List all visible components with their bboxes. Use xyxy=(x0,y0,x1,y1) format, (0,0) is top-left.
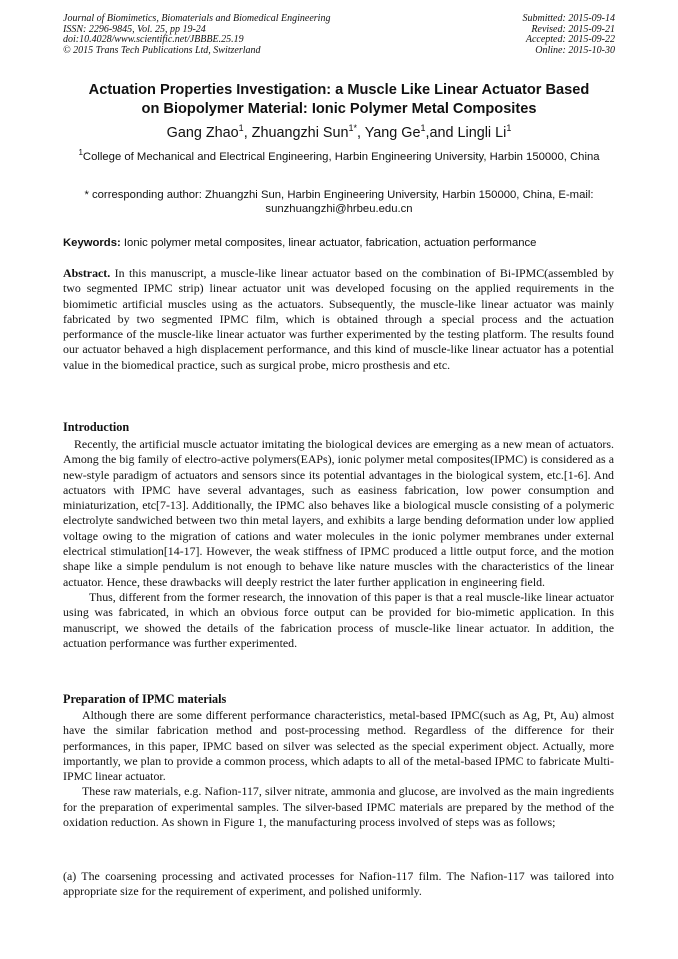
introduction-body xyxy=(63,437,614,651)
author-list xyxy=(50,124,628,142)
author-1: Gang Zhao xyxy=(166,125,239,141)
author-3: , Yang Ge xyxy=(357,125,421,141)
intro-paragraph-2: Thus, different from the former research, the innovation of this paper is that a real muscle-like linear actuator using was fabricated, in which an obvious force output can be provided for bio-mimetic application. In this manuscript, we showed the details of the fabrication process of muscle-like linear actuator. In addition, the actuation performance was further experimented. xyxy=(63,589,614,650)
introduction-heading: Introduction xyxy=(63,420,130,434)
submitted-date: Submitted: 2015-09-14 xyxy=(522,13,615,24)
revised-date: Revised: 2015-09-21 xyxy=(531,23,615,35)
publication-dates xyxy=(415,14,615,56)
abstract xyxy=(63,266,614,373)
author-2-affil: 1* xyxy=(348,123,358,133)
author-4: ,and Lingli Li xyxy=(425,125,507,141)
author-3-affil: 1 xyxy=(420,123,426,133)
preparation-heading: Preparation of IPMC materials xyxy=(63,692,227,706)
keywords-label: Keywords: xyxy=(63,237,121,249)
affiliation xyxy=(63,150,615,164)
title-line-2: on Biopolymer Material: Ionic Polymer Metal Composites xyxy=(141,100,537,117)
corresponding-author: * corresponding author: Zhuangzhi Sun, Harbin Engineering University, Harbin 150000, China, E-mail: sunzhuangzhi@hrbeu.edu.cn xyxy=(84,189,594,216)
paper-title xyxy=(50,81,628,119)
intro-paragraph-1: Recently, the artificial muscle actuator imitating the biological devices are emerging as a new mean of actuators. Among the big family of electro-active polymers(EAPs), ionic polymer metal composites(IPMC) is considered as a new-style paradigm of actuators and sensors since its potential advantages in the biological system, etc.[1-6]. And actuators with IPMC have several advantages, such as easiness fabrication, low power consumption and miniaturization, etc[7-13]. Additionally, the IPMC also behaves like a biological muscle consisting of a polymeric electrolyte sandwiched between two thin metal layers, and exhibits a large bending deformation under low applied voltage owing to the migration of cations and water molecules in the ionic polymer membranes under external electrical stimulation[14-17]. However, the weak stiffness of IPMC produced a little output force, and the motion shape like a simple pendulum is not enough to behave like nature muscles with the characteristics of the linear actuator. Hence, these drawbacks will deeply restrict the later further application in engineering field. xyxy=(63,437,614,589)
author-2: , Zhuangzhi Sun xyxy=(243,125,349,141)
affiliation-marker: 1 xyxy=(78,148,83,157)
author-4-affil: 1 xyxy=(506,123,512,133)
journal-name: Journal of Biomimetics, Biomaterials and Biomedical Engineering xyxy=(63,13,331,24)
affiliation-text: College of Mechanical and Electrical Engineering, Harbin Engineering University, Harbin 150000, China xyxy=(82,151,600,163)
keywords-text: Ionic polymer metal composites, linear actuator, fabrication, actuation performance xyxy=(120,237,537,249)
title-line-1: Actuation Properties Investigation: a Muscle Like Linear Actuator Based xyxy=(88,82,590,98)
prep-paragraph-1: Although there are some different performance characteristics, metal-based IPMC(such as Ag, Pt, Au) almost have the similar fabrication method and post-processing method. Regardless of the difference for their performances, in this paper, IPMC based on silver was selected as the special experiment object. Actually, more importantly, we plan to provide a common process, which adapts to all of the metal-based IPMC to fabricate Multi-IPMC linear actuator. xyxy=(63,708,614,784)
abstract-label: Abstract. xyxy=(63,266,111,280)
keywords xyxy=(63,236,623,250)
prep-paragraph-2: These raw materials, e.g. Nafion-117, silver nitrate, ammonia and glucose, are involved as the main ingredients for the preparation of experimental samples. The silver-based IPMC materials are prepared by the method of the oxidation reduction. As shown in Figure 1, the manufacturing process involved of steps was as follows; xyxy=(63,784,614,830)
process-step-a xyxy=(63,869,614,900)
author-1-affil: 1 xyxy=(238,123,244,133)
step-a-text: (a) The coarsening processing and activated processes for Nafion-117 film. The Nafion-117 was tailored into appropriate size for the requirement of experiment, and polished uniformly. xyxy=(63,869,614,899)
online-date: Online: 2015-10-30 xyxy=(535,44,615,56)
abstract-text: In this manuscript, a muscle-like linear actuator based on the combination of Bi-IPMC(assembled by two segmented IPMC strip) linear actuator unit was developed focusing on the applied requirements in the biomimetic artificial muscles using as the actuators. Subsequently, the muscle-like linear actuator was mainly fabricated by two segmented IPMC film, which is obtained through a special process and the actuation performance of the muscle-like linear actuator was further experimented by the testing platform. The results found our actuator behaved a high displacement performance, and this kind of muscle-like linear actuator has a potential value in the biomedical practice, such as surgical probe, micro prosthesis and etc. xyxy=(63,266,614,372)
copyright: © 2015 Trans Tech Publications Ltd, Switzerland xyxy=(63,44,261,56)
accepted-date: Accepted: 2015-09-22 xyxy=(525,34,615,46)
preparation-body xyxy=(63,708,614,830)
journal-info xyxy=(63,14,393,56)
doi[interactable]: doi:10.4028/www.scientific.net/JBBBE.25.19 xyxy=(63,34,244,46)
issn: ISSN: 2296-9845, Vol. 25, pp 19-24 xyxy=(63,23,206,35)
